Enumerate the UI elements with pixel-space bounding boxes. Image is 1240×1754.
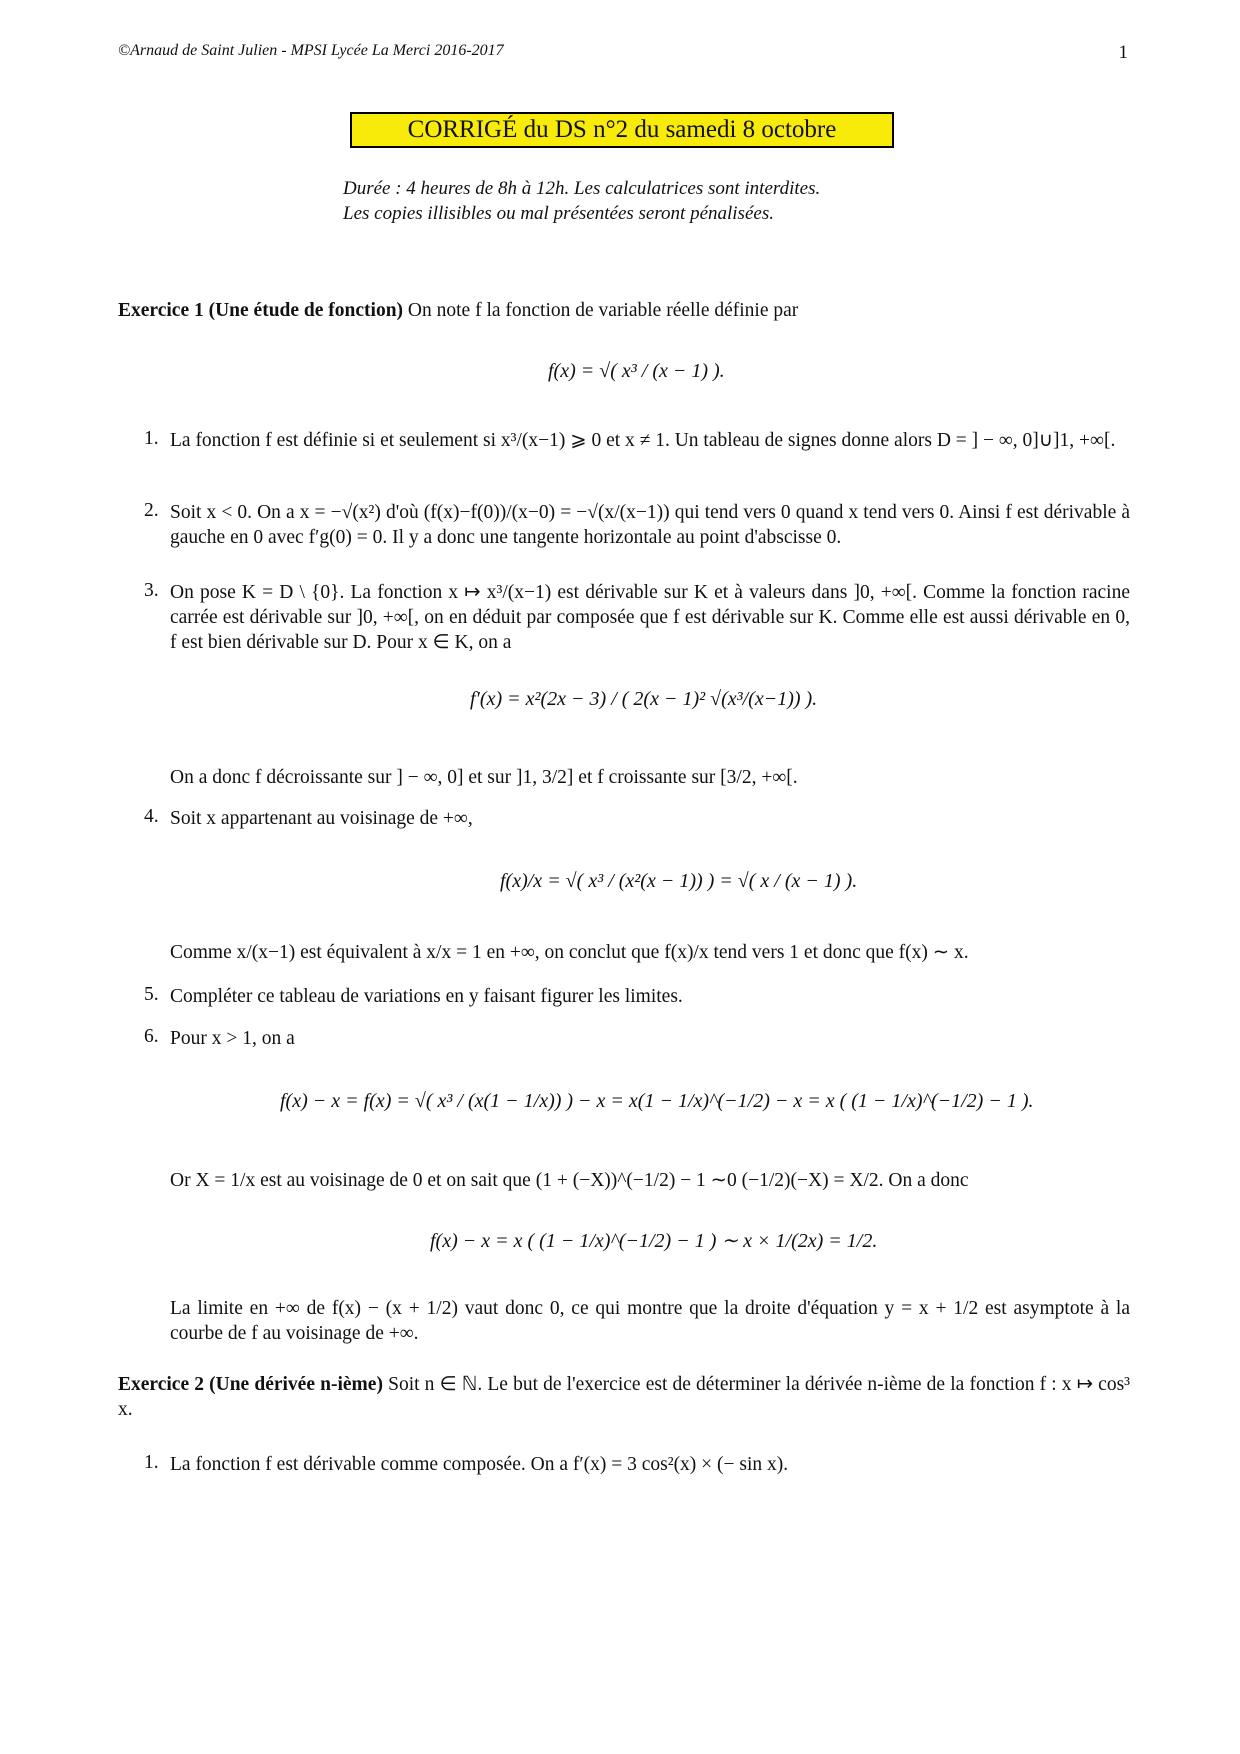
- item-4-text: Soit x appartenant au voisinage de +∞,: [170, 808, 473, 829]
- item-6-text-2: Or X = 1/x est au voisinage de 0 et on sait que (1 + (−X))^(−1/2) − 1 ∼0 (−1/2)(−X) = X/2. On a donc: [170, 1170, 969, 1191]
- page-number: 1: [1118, 42, 1128, 63]
- item-4-conclusion: Comme x/(x−1) est équivalent à x/x = 1 en +∞, on conclut que f(x)/x tend vers 1 et donc que f(x) ∼ x.: [170, 942, 969, 963]
- instructions-line-2: Les copies illisibles ou mal présentées seront pénalisées.: [343, 203, 774, 224]
- header-credit: ©Arnaud de Saint Julien - MPSI Lycée La Merci 2016-2017: [118, 42, 504, 59]
- exercise-1-heading: Exercice 1 (Une étude de fonction): [118, 300, 404, 321]
- ex2-item-1-text: La fonction f est dérivable comme composée. On a f′(x) = 3 cos²(x) × (− sin x).: [170, 1454, 789, 1475]
- item-6-text: Pour x > 1, on a: [170, 1028, 295, 1049]
- item-3-text: On pose K = D \ {0}. La fonction x ↦ x³/(x−1) est dérivable sur K et à valeurs dans ]0, +∞[. Comme la fonction racine carrée est dérivable sur ]0, +∞[, on en déduit par composée que f est dérivable sur K. Comme elle est aussi dérivable en 0, f est bien dérivable sur D. Pour x ∈ K, on a: [170, 582, 1130, 653]
- item-6-formula: f(x) − x = f(x) = √( x³ / (x(1 − 1/x)) ) − x = x(1 − 1/x)^(−1/2) − x = x ( (1 − 1/x)^(−1/2) − 1 ).: [280, 1090, 1034, 1112]
- item-3-conclusion: On a donc f décroissante sur ] − ∞, 0] et sur ]1, 3/2] et f croissante sur [3/2, +∞[.: [170, 767, 798, 788]
- document-title: CORRIGÉ du DS n°2 du samedi 8 octobre: [350, 112, 894, 148]
- function-definition: f(x) = √( x³ / (x − 1) ).: [548, 360, 725, 382]
- instructions-line-1: Durée : 4 heures de 8h à 12h. Les calculatrices sont interdites.: [343, 178, 821, 199]
- item-2-text: Soit x < 0. On a x = −√(x²) d'où (f(x)−f(0))/(x−0) = −√(x/(x−1)) qui tend vers 0 quand x tend vers 0. Ainsi f est dérivable à gauche en 0 avec f′g(0) = 0. Il y a donc une tangente horizontale au point d'abscisse 0.: [170, 502, 1130, 548]
- item-5-text: Compléter ce tableau de variations en y faisant figurer les limites.: [170, 986, 683, 1007]
- item-6-formula-2: f(x) − x = x ( (1 − 1/x)^(−1/2) − 1 ) ∼ x × 1/(2x) = 1/2.: [430, 1230, 878, 1252]
- item-4-number: 4.: [144, 806, 159, 827]
- item-5-number: 5.: [144, 984, 159, 1005]
- item-6-conclusion: La limite en +∞ de f(x) − (x + 1/2) vaut donc 0, ce qui montre que la droite d'équation y = x + 1/2 est asymptote à la courbe de f au voisinage de +∞.: [170, 1298, 1130, 1344]
- item-3-number: 3.: [144, 580, 159, 601]
- item-2-number: 2.: [144, 500, 159, 521]
- exercise-1-intro: On note f la fonction de variable réelle définie par: [407, 300, 799, 321]
- ex2-item-1-number: 1.: [144, 1452, 159, 1473]
- exercise-2-intro: Soit n ∈ ℕ. Le but de l'exercice est de déterminer la dérivée n-ième de la fonction f : x ↦ cos³ x.: [118, 1374, 1131, 1420]
- item-1-number: 1.: [144, 428, 159, 449]
- exercise-2-heading: Exercice 2 (Une dérivée n-ième): [118, 1374, 383, 1395]
- exercise-2-header: [118, 1372, 1130, 1422]
- item-4-formula: f(x)/x = √( x³ / (x²(x − 1)) ) = √( x / (x − 1) ).: [500, 870, 858, 892]
- exercise-1-header: [118, 298, 1128, 323]
- item-1-text: La fonction f est définie si et seulement si x³/(x−1) ⩾ 0 et x ≠ 1. Un tableau de signes donne alors D = ] − ∞, 0]∪]1, +∞[.: [170, 430, 1116, 451]
- item-3-formula: f′(x) = x²(2x − 3) / ( 2(x − 1)² √(x³/(x−1)) ).: [470, 688, 818, 710]
- page-header: [118, 42, 1128, 68]
- item-6-number: 6.: [144, 1026, 159, 1047]
- exam-instructions: [343, 176, 943, 226]
